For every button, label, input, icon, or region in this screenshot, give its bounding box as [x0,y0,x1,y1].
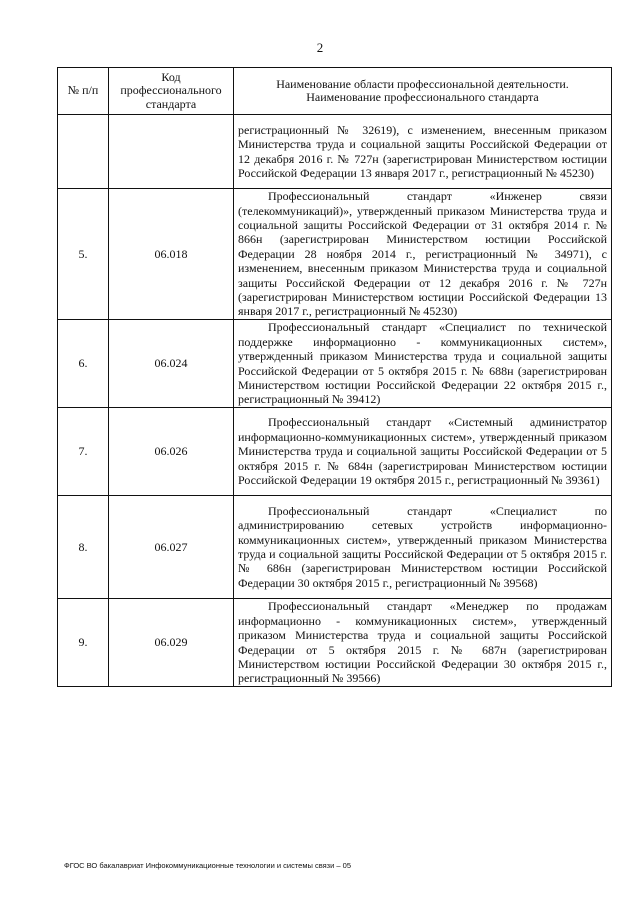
table-row [58,320,612,408]
row-num: 8. [58,496,109,599]
row-num-cell [58,115,109,189]
row-code-cell [109,115,234,189]
table-row [58,189,612,320]
row-num: 5. [58,189,109,320]
row-description [234,320,612,408]
page-number: 2 [316,40,324,55]
row-code: 06.027 [109,496,234,599]
header-name: Наименование области профессиональной деятельности. Наименование профессионального стандарта [234,68,612,115]
table-row [58,408,612,496]
row-description [234,496,612,599]
table-row [58,496,612,599]
row-code: 06.018 [109,189,234,320]
row-code: 06.024 [109,320,234,408]
row-code: 06.029 [109,599,234,687]
row-description-text: Профессиональный стандарт «Специалист по администрированию сетевых устройств информационно-коммуникационных систем», утвержденный приказом Министерства труда и социальной защиты Российской Федерации от 5 октября 2015 г. № 686н (зарегистрирован Министерством юстиции Российской Федерации 30 октября 2015 г., регистрационный № 39568) [238,503,607,590]
row-description [234,599,612,687]
table-row [58,599,612,687]
header-code: Код профессионального стандарта [109,68,234,115]
row-num: 9. [58,599,109,687]
header-num: № п/п [58,68,109,115]
table-row-continuation [58,115,612,189]
row-description [234,189,612,320]
row-code: 06.026 [109,408,234,496]
row-num: 7. [58,408,109,496]
row-description [234,408,612,496]
row-description-text: Профессиональный стандарт «Системный администратор информационно-коммуникационных систем», утвержденный приказом Министерства труда и социальной защиты Российской Федерации от 5 октября 2015 г. № 684н (зарегистрирован Министерством юстиции Российской Федерации 19 октября 2015 г., регистрационный № 39361) [238,415,607,488]
row-description: регистрационный № 32619), с изменением, внесенным приказом Министерства труда и социальной защиты Российской Федерации от 12 декабря 2016 г. № 727н (зарегистрирован Министерством юстиции Российской Федерации 13 января 2017 г., регистрационный № 45230) [234,115,612,189]
table-header-row [58,68,612,115]
row-description-text: Профессиональный стандарт «Инженер связи (телекоммуникаций)», утвержденный приказом Министерства труда и социальной защиты Российской Федерации от 31 октября 2014 г. № 866н (зарегистрирован Министерством юстиции Российской Федерации 28 ноября 2014 г., регистрационный № 34971), с изменением, внесенным приказом Министерства труда и социальной защиты Российской Федерации от 12 декабря 2016 г. № 727н (зарегистрирован Министерством юстиции Российской Федерации 13 января 2017 г., регистрационный № 45230) [238,189,607,319]
row-num: 6. [58,320,109,408]
row-description-text: Профессиональный стандарт «Специалист по технической поддержке информационно - коммуникационных систем», утвержденный приказом Министерства труда и социальной защиты Российской Федерации от 5 октября 2015 г. № 688н (зарегистрирован Министерством юстиции Российской Федерации 22 октября 2015 г., регистрационный № 39412) [238,320,607,407]
row-description-text: Профессиональный стандарт «Менеджер по продажам информационно - коммуникационных систем», утвержденный приказом Министерства труда и социальной защиты Российской Федерации от 5 октября 2015 г. № 687н (зарегистрирован Министерством юстиции Российской Федерации 30 октября 2015 г., регистрационный № 39566) [238,599,607,686]
professional-standards-table [57,67,612,687]
document-footer: ФГОС ВО бакалавриат Инфокоммуникационные технологии и системы связи – 05 [64,861,351,870]
